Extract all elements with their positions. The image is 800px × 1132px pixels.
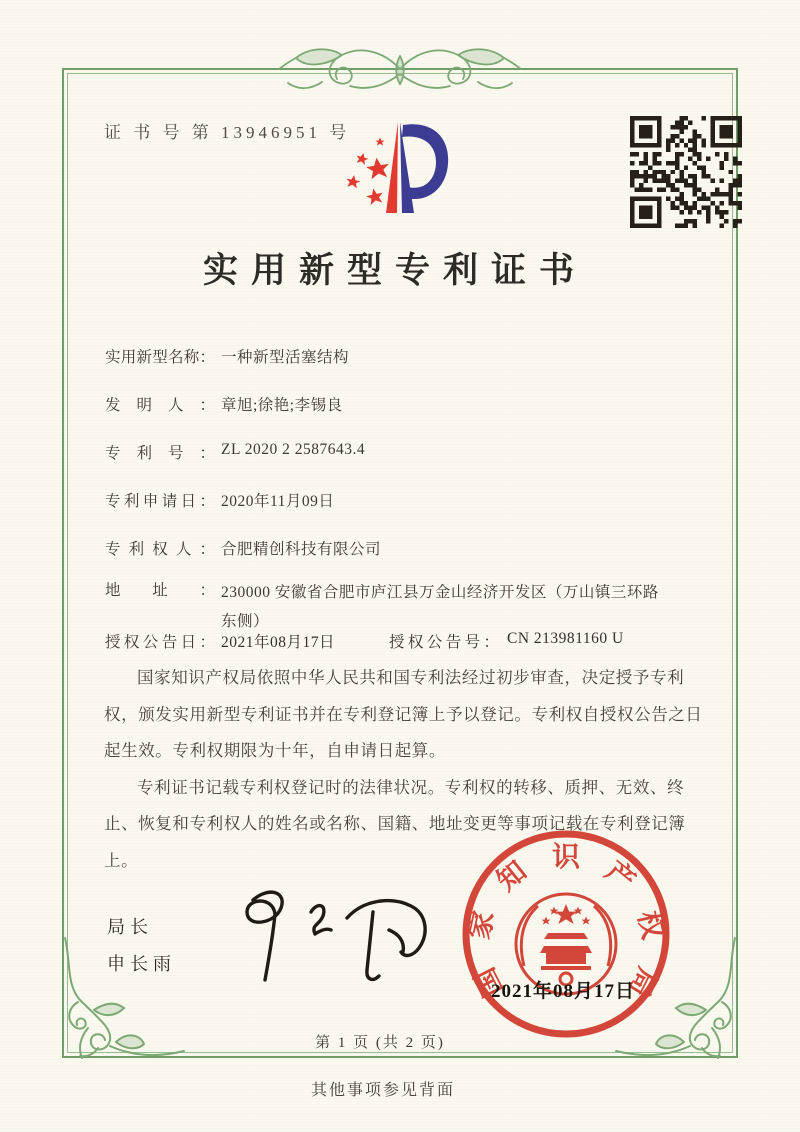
- field-row-patent-number: [105, 441, 365, 463]
- agency-seal: [458, 826, 674, 1042]
- field-label: 实用新型名称：: [105, 349, 215, 366]
- field-label: 发明人：: [105, 397, 215, 414]
- field-value: 合肥精创科技有限公司: [221, 541, 382, 558]
- bottom-left-corner-flourish: [58, 936, 188, 1064]
- grant-number-label: 授权公告号：: [389, 634, 499, 651]
- field-value: 一种新型活塞结构: [221, 349, 350, 366]
- field-row-utility-model-name: [105, 345, 349, 367]
- field-label: 专利申请日：: [105, 493, 215, 510]
- svg-text:识: 识: [551, 842, 581, 873]
- seal-date: 2021年08月17日: [491, 981, 636, 1002]
- field-row-address: [105, 578, 673, 636]
- field-label: 专利权人：: [105, 541, 215, 558]
- commissioner-title: 局长: [107, 917, 153, 937]
- qr-code: [630, 116, 742, 228]
- certificate-number: 证 书 号 第 13946951 号: [104, 123, 351, 142]
- svg-text:权: 权: [631, 908, 668, 943]
- field-row-patentee: [105, 537, 381, 559]
- legal-paragraph-2: 专利证书记载专利权登记时的法律状况。专利权的转移、质押、无效、终止、恢复和专利权人的姓名或名称、国籍、地址变更等事项记载在专利登记簿上。: [104, 777, 686, 870]
- svg-text:产: 产: [599, 855, 641, 898]
- top-center-flourish-ornament: [278, 38, 522, 102]
- field-label: 地址：: [105, 582, 215, 599]
- svg-text:国: 国: [469, 962, 510, 1002]
- commissioner-handwritten-signature: [215, 878, 440, 990]
- grant-number-value: CN 213981160 U: [507, 630, 624, 647]
- other-matters-note: 其他事项参见背面: [310, 1082, 455, 1099]
- field-row-grant: [105, 630, 624, 652]
- legal-paragraph-1: 国家知识产权局依照中华人民共和国专利法经过初步审查，决定授予专利权，颁发实用新型专利证书并在专利登记簿上予以登记。专利权自授权公告之日起生效。专利权期限为十年，自申请日起算。: [104, 668, 703, 760]
- svg-text:局: 局: [622, 962, 663, 1002]
- cnipa-logo-icon: [336, 112, 474, 232]
- field-label: 专利号：: [105, 445, 215, 462]
- commissioner-name: 申长雨: [107, 954, 176, 974]
- svg-text:家: 家: [464, 908, 501, 943]
- field-value: 章旭;徐艳;李锡良: [221, 397, 343, 414]
- page-number: 第 1 页 (共 2 页): [315, 1035, 445, 1051]
- field-value: 230000 安徽省合肥市庐江县万金山经济开发区（万山镇三环路东侧）: [221, 584, 659, 630]
- svg-text:知: 知: [491, 855, 533, 898]
- grant-date-label: 授权公告日：: [105, 634, 215, 651]
- certificate-title: 实用新型专利证书: [202, 251, 587, 290]
- field-value: ZL 2020 2 2587643.4: [221, 441, 366, 458]
- grant-date-value: 2021年08月17日: [221, 634, 336, 651]
- field-value: 2020年11月09日: [221, 493, 335, 510]
- field-row-inventors: [105, 393, 343, 415]
- field-row-filing-date: [105, 489, 334, 511]
